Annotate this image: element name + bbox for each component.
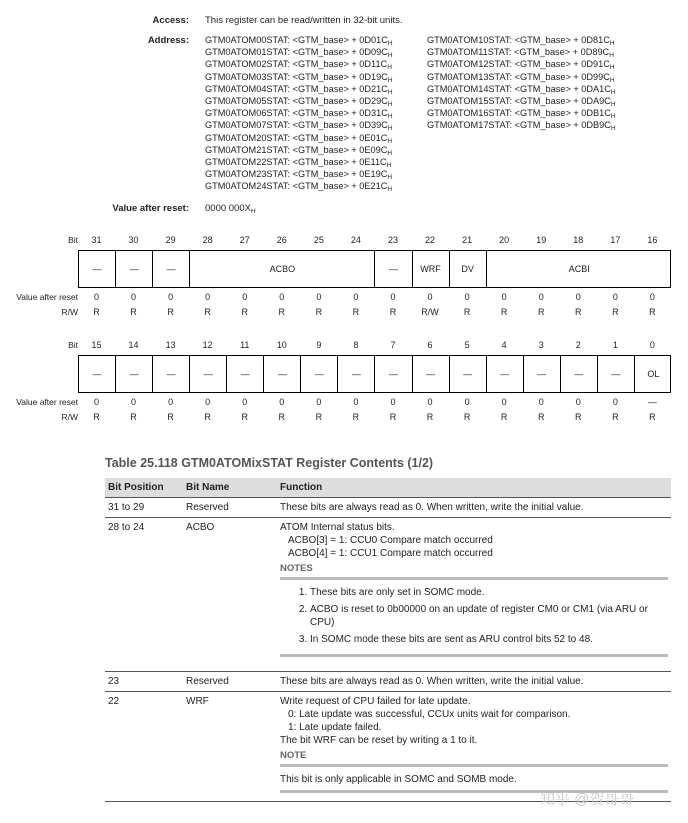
register-field: — — [116, 356, 153, 392]
reset-row-label: Value after reset — [16, 397, 78, 407]
reset-value-row — [0, 397, 688, 409]
address-suffix: H — [610, 88, 616, 96]
notes-label: NOTES — [280, 562, 668, 580]
bit-label: Bit — [68, 235, 78, 245]
reset-bit-value: 0 — [538, 292, 544, 302]
address-suffix: H — [610, 125, 616, 133]
address-suffix: H — [387, 100, 393, 108]
note-text: This bit is only applicable in SOMC and SOMB mode. — [280, 774, 517, 785]
rw-bit-value: R — [93, 412, 100, 422]
address-suffix: H — [387, 137, 393, 145]
register-field: — — [79, 356, 116, 392]
reset-bit-value: 0 — [501, 292, 507, 302]
access-label: Access: — [152, 15, 189, 26]
table-header-row — [105, 478, 671, 498]
register-field: — — [79, 251, 116, 287]
function — [277, 692, 671, 802]
bit-number: 1 — [612, 340, 618, 350]
bit-name: WRF — [183, 692, 277, 802]
register-field: — — [524, 356, 561, 392]
reset-bit-value: 0 — [353, 292, 359, 302]
bit-number: 14 — [128, 340, 139, 350]
reset-bit-value: 0 — [205, 397, 211, 407]
reset-bit-value: 0 — [242, 292, 248, 302]
bit-number: 18 — [573, 235, 584, 245]
reset-bit-value: 0 — [131, 397, 137, 407]
function-line: ACBO[3] = 1: CCU0 Compare match occurred — [288, 535, 493, 546]
bit-number: 5 — [464, 340, 470, 350]
table-row — [105, 672, 671, 692]
bit-number: 2 — [575, 340, 581, 350]
register-field: — — [338, 356, 375, 392]
function-title: ATOM Internal status bits. — [280, 522, 395, 533]
address-text: GTM0ATOM13STAT: <GTM_base> + 0D99C — [427, 71, 610, 82]
function-line: 0: Late update was successful, CCUx units wait for comparison. — [288, 709, 571, 720]
address-entry — [427, 71, 616, 83]
address-text: GTM0ATOM07STAT: <GTM_base> + 0D39C — [205, 120, 388, 131]
rw-bit-value: R — [315, 412, 323, 422]
address-entry — [427, 107, 616, 119]
reset-bit-value: 0 — [390, 397, 396, 407]
address-text: GTM0ATOM23STAT: <GTM_base> + 0E19C — [205, 169, 388, 180]
rw-row — [0, 307, 688, 319]
rw-bit-value: R — [575, 307, 582, 317]
bit-number: 25 — [313, 235, 324, 245]
bit-number: 4 — [501, 340, 507, 350]
address-text: GTM0ATOM21STAT: <GTM_base> + 0E09C — [205, 144, 388, 155]
address-entry — [205, 156, 393, 168]
address-text: GTM0ATOM04STAT: <GTM_base> + 0D21C — [205, 83, 388, 94]
bit-number: 20 — [499, 235, 510, 245]
address-suffix: H — [610, 113, 616, 121]
address-text: GTM0ATOM14STAT: <GTM_base> + 0DA1C — [427, 83, 611, 94]
register-field: — — [413, 356, 450, 392]
reset-bit-value: 0 — [93, 292, 99, 302]
bit-position: 23 — [105, 672, 183, 692]
bit-name: Reserved — [183, 672, 277, 692]
reset-bit-value: 0 — [464, 397, 470, 407]
register-field: — — [116, 251, 153, 287]
note-label: NOTE — [280, 749, 668, 767]
address-text: GTM0ATOM15STAT: <GTM_base> + 0DA9C — [427, 95, 611, 106]
reset-bit-value: 0 — [131, 292, 137, 302]
rw-bit-value: R — [500, 307, 508, 317]
bit-number: 17 — [610, 235, 621, 245]
reset-bit-value: 0 — [427, 292, 433, 302]
rw-bit-value: R — [537, 307, 545, 317]
function-title: Write request of CPU failed for late update. — [280, 696, 471, 707]
register-field: — — [450, 356, 487, 392]
reset-bit-value: 0 — [575, 397, 581, 407]
bit-number: 0 — [649, 340, 655, 350]
address-entry — [205, 132, 393, 144]
reset-value-text: 0000 000X — [205, 203, 251, 214]
address-label: Address: — [147, 35, 189, 46]
address-entry — [427, 95, 616, 107]
reset-bit-value: 0 — [501, 397, 507, 407]
address-entry — [205, 71, 393, 83]
address-text: GTM0ATOM05STAT: <GTM_base> + 0D29C — [205, 95, 388, 106]
address-text: GTM0ATOM11STAT: <GTM_base> + 0D89C — [427, 47, 610, 58]
address-list-right — [427, 34, 616, 132]
register-field: — — [153, 356, 190, 392]
table-row — [105, 518, 671, 672]
rw-bit-value: R — [612, 412, 619, 422]
bit-position: 28 to 24 — [105, 518, 183, 672]
rw-bit-value: R — [130, 412, 137, 422]
rw-bit-value: R — [241, 412, 248, 422]
address-text: GTM0ATOM17STAT: <GTM_base> + 0DB9C — [427, 120, 611, 131]
bit-number: 15 — [91, 340, 102, 350]
address-suffix: H — [386, 161, 392, 169]
bit-number: 30 — [128, 235, 139, 245]
rw-bit-value: R — [389, 307, 397, 317]
rw-bit-value: R — [649, 307, 656, 317]
rw-bit-value: R — [167, 307, 174, 317]
address-entry — [205, 95, 393, 107]
rw-row-label: R/W — [61, 307, 78, 317]
address-text: GTM0ATOM00STAT: <GTM_base> + 0D01C — [205, 35, 388, 45]
register-field: — — [375, 251, 412, 287]
reset-bit-value: 0 — [390, 292, 396, 302]
reset-bit-value: — — [647, 397, 657, 407]
address-suffix: H — [387, 174, 393, 182]
rw-bit-value: R — [130, 307, 137, 317]
bit-number: 28 — [202, 235, 213, 245]
address-entry — [205, 58, 393, 70]
rw-bit-value: R — [352, 307, 360, 317]
rw-bit-value: R — [315, 307, 323, 317]
reset-bit-value: 0 — [279, 397, 285, 407]
register-field: OL — [647, 369, 660, 379]
reset-bit-value: 0 — [168, 397, 174, 407]
reset-bit-value: 0 — [93, 397, 99, 407]
bit-number: 13 — [165, 340, 176, 350]
rw-bit-value: R — [204, 307, 211, 317]
bit-number: 9 — [316, 340, 322, 350]
field-row — [78, 355, 671, 393]
bit-number: 22 — [425, 235, 436, 245]
reset-bit-value: 0 — [242, 397, 248, 407]
reset-bit-value: 0 — [316, 292, 322, 302]
reset-value-row — [0, 292, 688, 304]
register-field: — — [561, 356, 598, 392]
register-field: — — [153, 251, 190, 287]
register-field: — — [227, 356, 264, 392]
address-entry — [205, 119, 393, 131]
header-function: Function — [277, 478, 671, 498]
bit-number: 29 — [165, 235, 176, 245]
bit-number: 12 — [202, 340, 213, 350]
address-suffix: H — [609, 76, 615, 84]
function-after: The bit WRF can be reset by writing a 1 to it. — [280, 735, 478, 746]
function-line: 1: Late update failed. — [288, 722, 382, 733]
register-field: WRF — [413, 251, 450, 287]
register-contents-table — [105, 478, 671, 802]
address-text: GTM0ATOM10STAT: <GTM_base> + 0D81C — [427, 35, 610, 45]
address-suffix: H — [387, 52, 393, 60]
function — [277, 518, 671, 672]
register-field: — — [301, 356, 338, 392]
address-suffix: H — [387, 113, 393, 121]
address-text: GTM0ATOM16STAT: <GTM_base> + 0DB1C — [427, 108, 611, 119]
address-entry — [205, 46, 393, 58]
register-field: — — [190, 356, 227, 392]
header-bit-position: Bit Position — [105, 478, 183, 498]
register-field: — — [375, 356, 412, 392]
rw-bit-value: R — [93, 307, 100, 317]
register-upper — [0, 235, 688, 315]
function: These bits are always read as 0. When written, write the initial value. — [277, 498, 671, 518]
address-entry — [427, 34, 616, 46]
register-field: ACBI — [568, 264, 590, 274]
address-entry — [427, 46, 616, 58]
address-text: GTM0ATOM20STAT: <GTM_base> + 0E01C — [205, 132, 388, 143]
rw-bit-value: R — [352, 412, 360, 422]
address-entry — [205, 144, 393, 156]
rw-bit-value: R — [463, 412, 471, 422]
address-entry — [205, 34, 393, 46]
table-caption: Table 25.118 GTM0ATOMixSTAT Register Contents (1/2) — [105, 456, 434, 470]
reset-bit-value: 0 — [316, 397, 322, 407]
address-suffix: H — [609, 64, 615, 72]
bit-number: 27 — [239, 235, 250, 245]
address-suffix: H — [387, 149, 393, 157]
bit-number: 24 — [350, 235, 361, 245]
reset-value-sub: H — [250, 208, 256, 215]
rw-bit-value: R — [537, 412, 545, 422]
rw-bit-value: R — [204, 412, 211, 422]
access-text: This register can be read/written in 32-bit units. — [205, 15, 403, 26]
address-entry — [205, 107, 393, 119]
bit-number: 11 — [240, 340, 250, 350]
register-field: — — [264, 356, 301, 392]
bit-number-row — [0, 340, 688, 352]
reset-bit-value: 0 — [427, 397, 433, 407]
bit-number-row — [0, 235, 688, 247]
rw-bit-value: R — [500, 412, 508, 422]
reset-bit-value: 0 — [538, 397, 544, 407]
header-bit-name: Bit Name — [183, 478, 277, 498]
address-entry — [427, 58, 616, 70]
reset-bit-value: 0 — [279, 292, 285, 302]
address-entry — [205, 83, 393, 95]
reset-bit-value: 0 — [353, 397, 359, 407]
note-item: 2. ACBO is reset to 0b00000 on an update of register CM0 or CM1 (via ARU or CPU) — [310, 603, 668, 629]
address-entry — [205, 168, 393, 180]
note-item: 1. These bits are only set in SOMC mode. — [310, 586, 668, 599]
function-line: ACBO[4] = 1: CCU1 Compare match occurred — [288, 548, 493, 559]
reset-bit-value: 0 — [168, 292, 174, 302]
reset-bit-value: 0 — [612, 292, 618, 302]
notes-block — [280, 580, 668, 657]
address-text: GTM0ATOM02STAT: <GTM_base> + 0D11C — [205, 59, 388, 70]
bit-number: 3 — [538, 340, 544, 350]
rw-bit-value: R — [278, 307, 286, 317]
address-text: GTM0ATOM24STAT: <GTM_base> + 0E21C — [205, 181, 388, 192]
rw-bit-value: R — [167, 412, 174, 422]
reset-bit-value: 0 — [464, 292, 470, 302]
bit-position: 22 — [105, 692, 183, 802]
register-field: — — [598, 356, 635, 392]
bit-number: 31 — [91, 235, 102, 245]
address-suffix: H — [609, 40, 615, 47]
rw-row — [0, 412, 688, 424]
rw-bit-value: R — [649, 412, 656, 422]
rw-bit-value: R — [389, 412, 397, 422]
reset-bit-value: 0 — [649, 292, 655, 302]
rw-bit-value: R — [575, 412, 582, 422]
bit-label: Bit — [68, 340, 78, 350]
address-text: GTM0ATOM03STAT: <GTM_base> + 0D19C — [205, 71, 388, 82]
address-text: GTM0ATOM01STAT: <GTM_base> + 0D09C — [205, 47, 388, 58]
bit-number: 8 — [353, 340, 359, 350]
bit-number: 21 — [462, 235, 473, 245]
address-suffix: H — [387, 186, 393, 194]
address-suffix: H — [387, 40, 393, 47]
reset-label: Value after reset: — [112, 203, 189, 214]
rw-bit-value: R — [463, 307, 471, 317]
rw-bit-value: R — [612, 307, 619, 317]
address-text: GTM0ATOM12STAT: <GTM_base> + 0D91C — [427, 59, 610, 70]
bit-number: 6 — [427, 340, 433, 350]
function: These bits are always read as 0. When written, write the initial value. — [277, 672, 671, 692]
bit-number: 23 — [387, 235, 398, 245]
address-suffix: H — [387, 64, 392, 72]
table-row — [105, 498, 671, 518]
table-row — [105, 692, 671, 802]
rw-bit-value: R — [241, 307, 248, 317]
field-row — [78, 250, 671, 288]
reset-bit-value: 0 — [575, 292, 581, 302]
address-text: GTM0ATOM22STAT: <GTM_base> + 0E11C — [205, 156, 387, 167]
address-suffix: H — [387, 88, 393, 96]
address-suffix: H — [387, 76, 393, 84]
bit-number: 10 — [276, 340, 287, 350]
register-field: DV — [450, 251, 487, 287]
reset-row-label: Value after reset — [16, 292, 78, 302]
rw-bit-value: R — [278, 412, 286, 422]
address-text: GTM0ATOM06STAT: <GTM_base> + 0D31C — [205, 108, 388, 119]
address-suffix: H — [610, 100, 616, 108]
address-entry — [427, 83, 616, 95]
register-field: ACBO — [190, 251, 375, 287]
rw-row-label: R/W — [61, 412, 78, 422]
register-field: — — [487, 356, 524, 392]
bit-number: 19 — [536, 235, 547, 245]
reset-bit-value: 0 — [205, 292, 211, 302]
address-entry — [205, 180, 393, 192]
address-suffix: H — [387, 125, 393, 133]
bit-number: 26 — [276, 235, 287, 245]
bit-number: 7 — [390, 340, 396, 350]
register-lower — [0, 340, 688, 420]
reset-value — [205, 203, 256, 215]
reset-bit-value: 0 — [612, 397, 618, 407]
address-suffix: H — [609, 52, 614, 60]
note-item: 3. In SOMC mode these bits are sent as ARU control bits 52 to 48. — [310, 633, 668, 646]
address-list-left — [205, 34, 393, 192]
bit-position: 31 to 29 — [105, 498, 183, 518]
rw-bit-value: R — [426, 412, 434, 422]
bit-number: 16 — [647, 235, 658, 245]
bit-name: Reserved — [183, 498, 277, 518]
bit-name: ACBO — [183, 518, 277, 672]
address-entry — [427, 119, 616, 131]
watermark: 知乎 @贺哥哥 — [540, 791, 635, 808]
rw-bit-value: R/W — [421, 307, 439, 317]
